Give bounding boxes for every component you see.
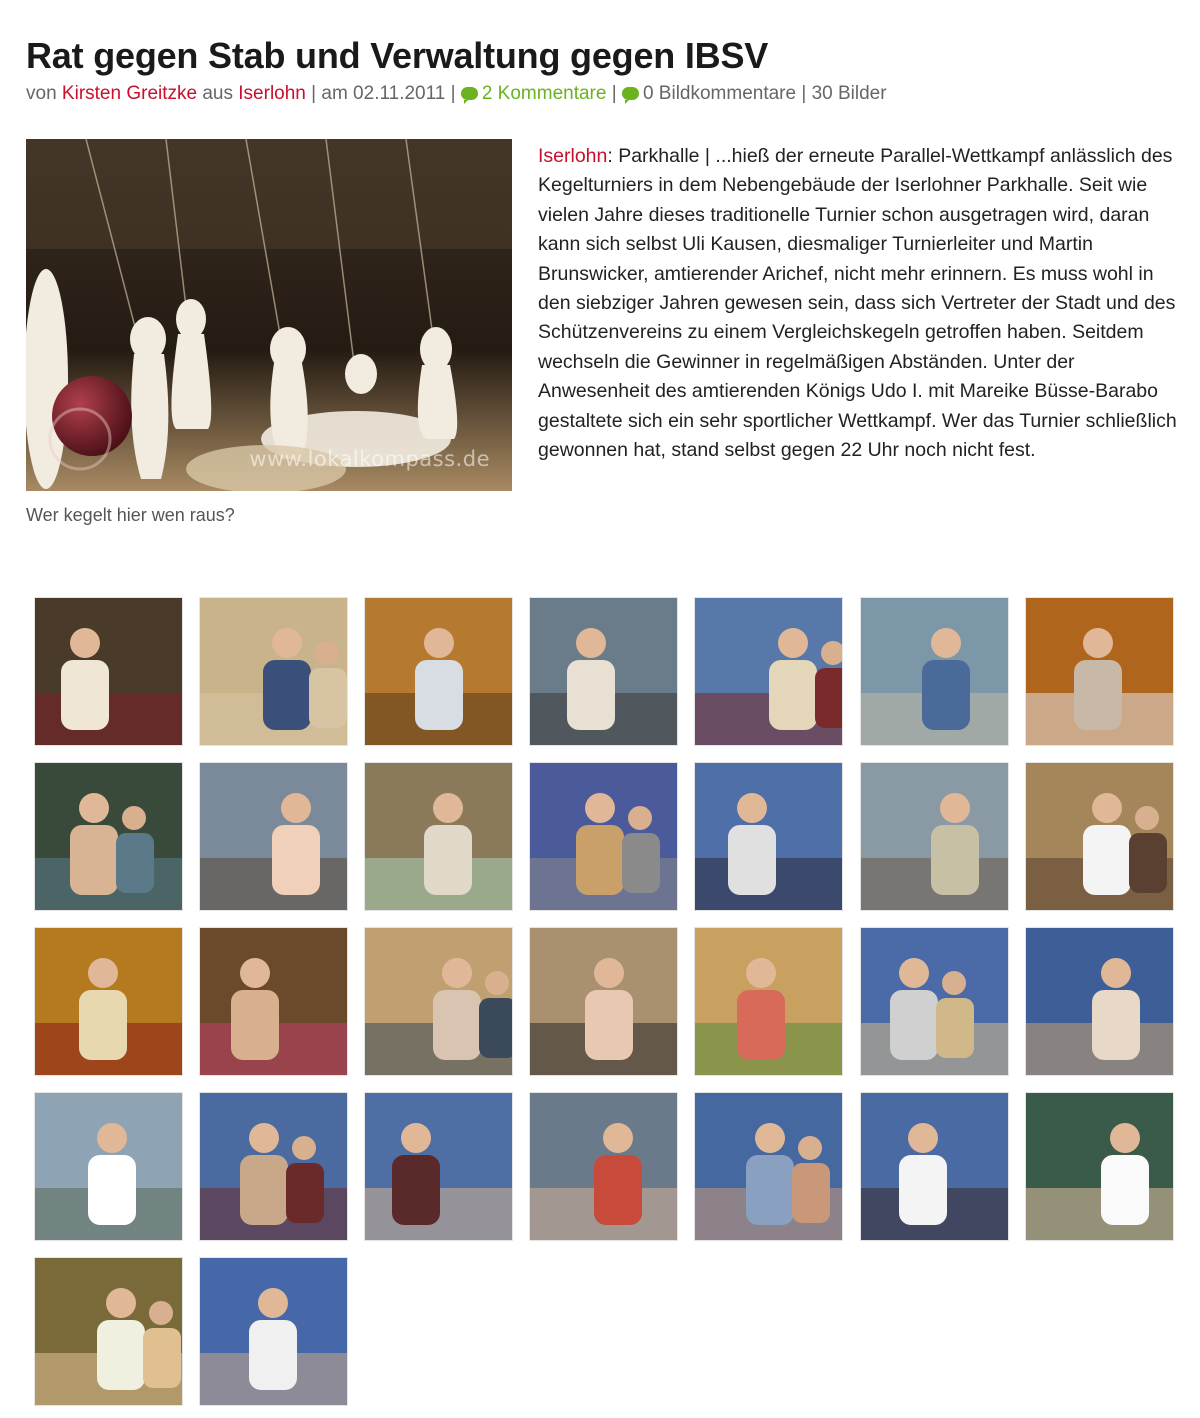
from-prefix: aus — [202, 83, 233, 104]
article-title: Rat gegen Stab und Verwaltung gegen IBSV — [26, 35, 769, 76]
comments-link[interactable]: 2 Kommentare — [481, 83, 607, 104]
gallery-thumbnail[interactable] — [695, 928, 842, 1075]
gallery-thumbnail[interactable] — [1026, 1093, 1173, 1240]
man-bowling-2-thumbnail-image — [365, 1093, 512, 1240]
bowling-pins-thumbnail-image — [35, 598, 182, 745]
man-profile-thumbnail-image — [1026, 598, 1173, 745]
article-body — [538, 142, 1190, 465]
gallery-thumbnail[interactable] — [200, 1093, 347, 1240]
images-count: | 30 Bilder — [801, 83, 887, 104]
gallery-thumbnail[interactable] — [695, 1093, 842, 1240]
lanes-bowler-thumbnail-image — [861, 763, 1008, 910]
gallery-thumbnail[interactable] — [200, 928, 347, 1075]
woman-doorway-thumbnail-image — [35, 1258, 182, 1405]
image-comments-count: 0 Bildkommentare — [642, 83, 797, 104]
gallery-thumbnail[interactable] — [35, 1093, 182, 1240]
gallery-thumbnail[interactable] — [200, 1258, 347, 1405]
article-meta — [26, 80, 887, 108]
older-man-thumbnail-image — [365, 928, 512, 1075]
comment-bubble-icon — [461, 87, 478, 100]
watermark-text: www.lokalkompass.de — [249, 447, 490, 471]
gallery-thumbnail[interactable] — [35, 763, 182, 910]
couple-smiling-thumbnail-image — [200, 763, 347, 910]
man-holding-ball-thumbnail-image — [200, 1093, 347, 1240]
gallery-thumbnail[interactable] — [695, 598, 842, 745]
man-and-woman-thumbnail-image — [365, 763, 512, 910]
gallery-thumbnail[interactable] — [861, 598, 1008, 745]
body-text: : Parkhalle | ...hieß der erneute Parallel-Wettkampf anlässlich des Kegelturniers in dem Nebengebäude der Iserlohner Parkhalle. Seit wie vielen Jahre dieses traditionelle Turnier schon ausgetragen wird, daran kann sich selbst Uli Kausen, diesmaliger Turnierleiter und Martin Brunswicker, amtierender Arichef, nicht mehr erinnern. Es muss wohl in den siebziger Jahren gewesen sein, dass sich Vertreter der Stadt und des Schützenvereins zu einem Vergleichskegeln getroffen haben. Seitdem wechseln die Gewinner in regelmäßigen Abständen. Unter der Anwesenheit des amtierenden Königs Udo I. mit Mareike Büsse-Barabo gestaltete sich ein sehr sportlicher Wettkampf. Wer das Turnier schließlich gewonnen hat, stand selbst gegen 22 Uhr noch nicht fest. — [538, 145, 1177, 462]
lead-image[interactable] — [26, 139, 512, 491]
woman-white-blouse-thumbnail-image — [861, 1093, 1008, 1240]
gallery-thumbnail[interactable] — [861, 763, 1008, 910]
location-link[interactable]: Iserlohn — [238, 83, 306, 104]
by-prefix: von — [26, 83, 57, 104]
woman-blue-wall-thumbnail-image — [695, 763, 842, 910]
gallery-thumbnail[interactable] — [365, 763, 512, 910]
image-comment-bubble-icon — [622, 87, 639, 100]
group-photo-thumbnail-image — [200, 598, 347, 745]
bowler-blue-wall-thumbnail-image — [695, 598, 842, 745]
men-at-table-thumbnail-image — [35, 763, 182, 910]
gallery-thumbnail[interactable] — [1026, 928, 1173, 1075]
lead-image-caption: Wer kegelt hier wen raus? — [26, 505, 235, 525]
people-cheering-thumbnail-image — [530, 928, 677, 1075]
gallery-thumbnail[interactable] — [365, 598, 512, 745]
gallery-thumbnail[interactable] — [200, 598, 347, 745]
woman-bowling-thumbnail-image — [695, 1093, 842, 1240]
gallery-thumbnail[interactable] — [35, 598, 182, 745]
gallery-thumbnail[interactable] — [530, 598, 677, 745]
gallery-thumbnail[interactable] — [530, 763, 677, 910]
man-standing-thumbnail-image — [365, 598, 512, 745]
gallery-thumbnail[interactable] — [530, 1093, 677, 1240]
room-bowler-thumbnail-image — [861, 598, 1008, 745]
gallery-thumbnail[interactable] — [200, 763, 347, 910]
man-in-doorway-thumbnail-image — [1026, 928, 1173, 1075]
woman-bowling-2-thumbnail-image — [200, 1258, 347, 1405]
crowd-tables-thumbnail-image — [200, 928, 347, 1075]
gallery-thumbnail[interactable] — [365, 1093, 512, 1240]
man-red-shirt-thumbnail-image — [530, 1093, 677, 1240]
date-text: | am 02.11.2011 | — [311, 83, 456, 104]
bowling-alley-thumbnail-image — [35, 928, 182, 1075]
author-link[interactable]: Kirsten Greitzke — [61, 83, 198, 104]
two-bowlers-thumbnail-image — [861, 928, 1008, 1075]
motion-blur-thumbnail-image — [530, 763, 677, 910]
woman-throwing-thumbnail-image — [1026, 763, 1173, 910]
gallery-thumbnail[interactable] — [861, 1093, 1008, 1240]
two-men-laughing-thumbnail-image — [530, 598, 677, 745]
separator: | — [611, 83, 617, 104]
woman-smiling-thumbnail-image — [1026, 1093, 1173, 1240]
gallery-thumbnail[interactable] — [35, 928, 182, 1075]
food-platter-thumbnail-image — [695, 928, 842, 1075]
gallery-thumbnail[interactable] — [530, 928, 677, 1075]
gallery-thumbnail[interactable] — [695, 763, 842, 910]
gallery-thumbnail[interactable] — [365, 928, 512, 1075]
gallery-thumbnail[interactable] — [1026, 763, 1173, 910]
bowling-pins-illustration — [26, 139, 512, 491]
body-location-link[interactable]: Iserlohn — [538, 145, 608, 167]
man-bowling-thumbnail-image — [35, 1093, 182, 1240]
gallery-thumbnail[interactable] — [1026, 598, 1173, 745]
gallery-thumbnail[interactable] — [861, 928, 1008, 1075]
gallery-thumbnail[interactable] — [35, 1258, 182, 1405]
